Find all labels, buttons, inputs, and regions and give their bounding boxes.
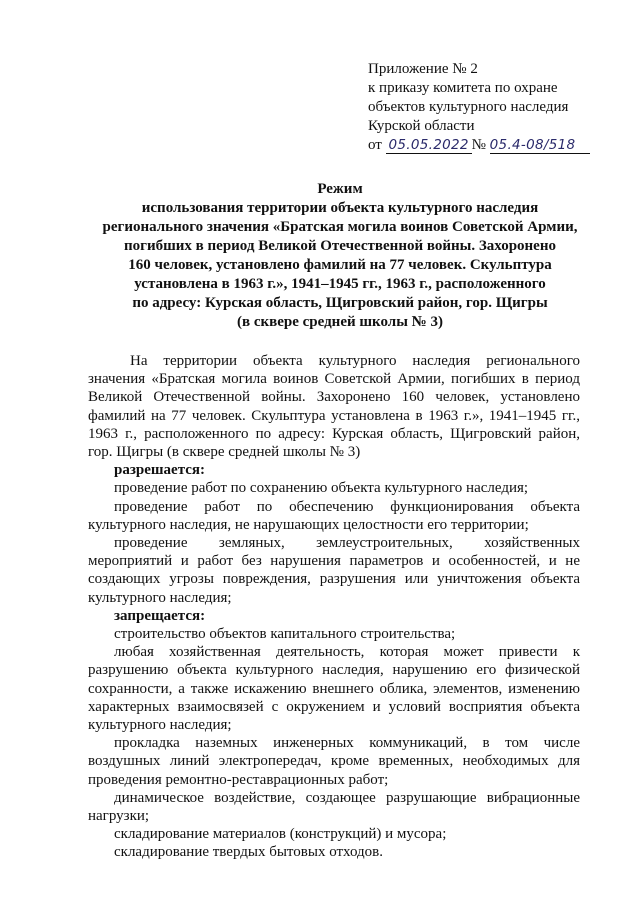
title-line: по адресу: Курская область, Щигровский район, гор. Щигры (132, 295, 548, 311)
header-line: к приказу комитета по охране (368, 80, 558, 96)
forbidden-item: прокладка наземных инженерных коммуникаций, в том числе (114, 735, 580, 752)
forbidden-item-cont: нагрузки; (88, 808, 150, 825)
date-field (386, 138, 472, 154)
date-prefix: от (368, 137, 382, 153)
title-heading: Режим (317, 181, 363, 197)
body-line: 1963 г., расположенного по адресу: Курская область, Щигровский район, (88, 425, 580, 442)
forbidden-item-cont: сохранности, а также искажению внешнего облика, элементов, изменению (88, 680, 580, 697)
handwritten-date: 05.05.2022 (388, 137, 469, 153)
forbidden-item-cont: характерных взаимосвязей с окружением и условий восприятия объекта (88, 698, 580, 715)
title-line: погибших в период Великой Отечественной войны. Захоронено (124, 238, 556, 254)
title-line: 160 человек, установлено фамилий на 77 человек. Скульптура (128, 257, 552, 273)
allowed-item: проведение земляных, землеустроительных, хозяйственных (114, 535, 580, 552)
forbidden-item-cont: воздушных линий электропередач, кроме временных, необходимых для (88, 753, 580, 770)
header-line: объектов культурного наследия (368, 99, 569, 115)
allowed-item: проведение работ по обеспечению функционирования объекта (114, 498, 580, 515)
number-sign: № (471, 137, 486, 153)
body-line: значения «Братская могила воинов Советской Армии, погибших в период (88, 371, 580, 388)
document-body (88, 352, 580, 862)
body-line: гор. Щигры (в сквере средней школы № 3) (88, 444, 361, 461)
approval-header (368, 60, 618, 155)
allowed-item-cont: создающих угрозы повреждения, разрушения или уничтожения объекта (88, 571, 580, 588)
title-line: регионального значения «Братская могила воинов Советской Армии, (102, 219, 578, 235)
forbidden-item-cont: культурного наследия; (88, 717, 232, 734)
document-title (60, 180, 620, 332)
forbidden-item: складирование твердых бытовых отходов. (114, 844, 384, 861)
header-line: Приложение № 2 (368, 61, 478, 77)
allowed-item-cont: мероприятий и работ без нарушения параметров и особенностей, и не (88, 553, 580, 570)
body-line: фамилий на 77 человек. Скульптура установлена в 1963 г.», 1941–1945 гг., (88, 407, 580, 424)
body-line: На территории объекта культурного наследия регионального (130, 353, 580, 369)
forbidden-label: запрещается: (114, 607, 206, 624)
forbidden-item: складирование материалов (конструкций) и мусора; (114, 826, 447, 843)
handwritten-number: 05.4-08/518 (489, 137, 576, 153)
title-line: (в сквере средней школы № 3) (236, 314, 443, 330)
allowed-item-cont: культурного наследия; (88, 589, 232, 606)
number-field (490, 138, 590, 154)
body-line: Великой Отечественной войны. Захоронено 160 человек, установлено (88, 389, 580, 406)
forbidden-item: строительство объектов капитального строительства; (114, 626, 456, 643)
forbidden-item: любая хозяйственная деятельность, которая может привести к (114, 644, 580, 661)
order-date-number-line (368, 136, 618, 155)
allowed-item-cont: культурного наследия, не нарушающих целостности его территории; (88, 516, 529, 533)
forbidden-item: динамическое воздействие, создающее разрушающие вибрационные (114, 789, 580, 806)
allowed-label: разрешается: (114, 462, 206, 479)
title-line: использования территории объекта культурного наследия (141, 200, 539, 216)
title-line: установлена в 1963 г.», 1941–1945 гг., 1963 г., расположенного (134, 276, 546, 292)
forbidden-item-cont: разрушению объекта культурного наследия, нарушению его физической (88, 662, 580, 679)
forbidden-item-cont: проведения ремонтно-реставрационных работ; (88, 771, 389, 788)
header-line: Курской области (368, 118, 475, 134)
allowed-item: проведение работ по сохранению объекта культурного наследия; (114, 480, 529, 497)
